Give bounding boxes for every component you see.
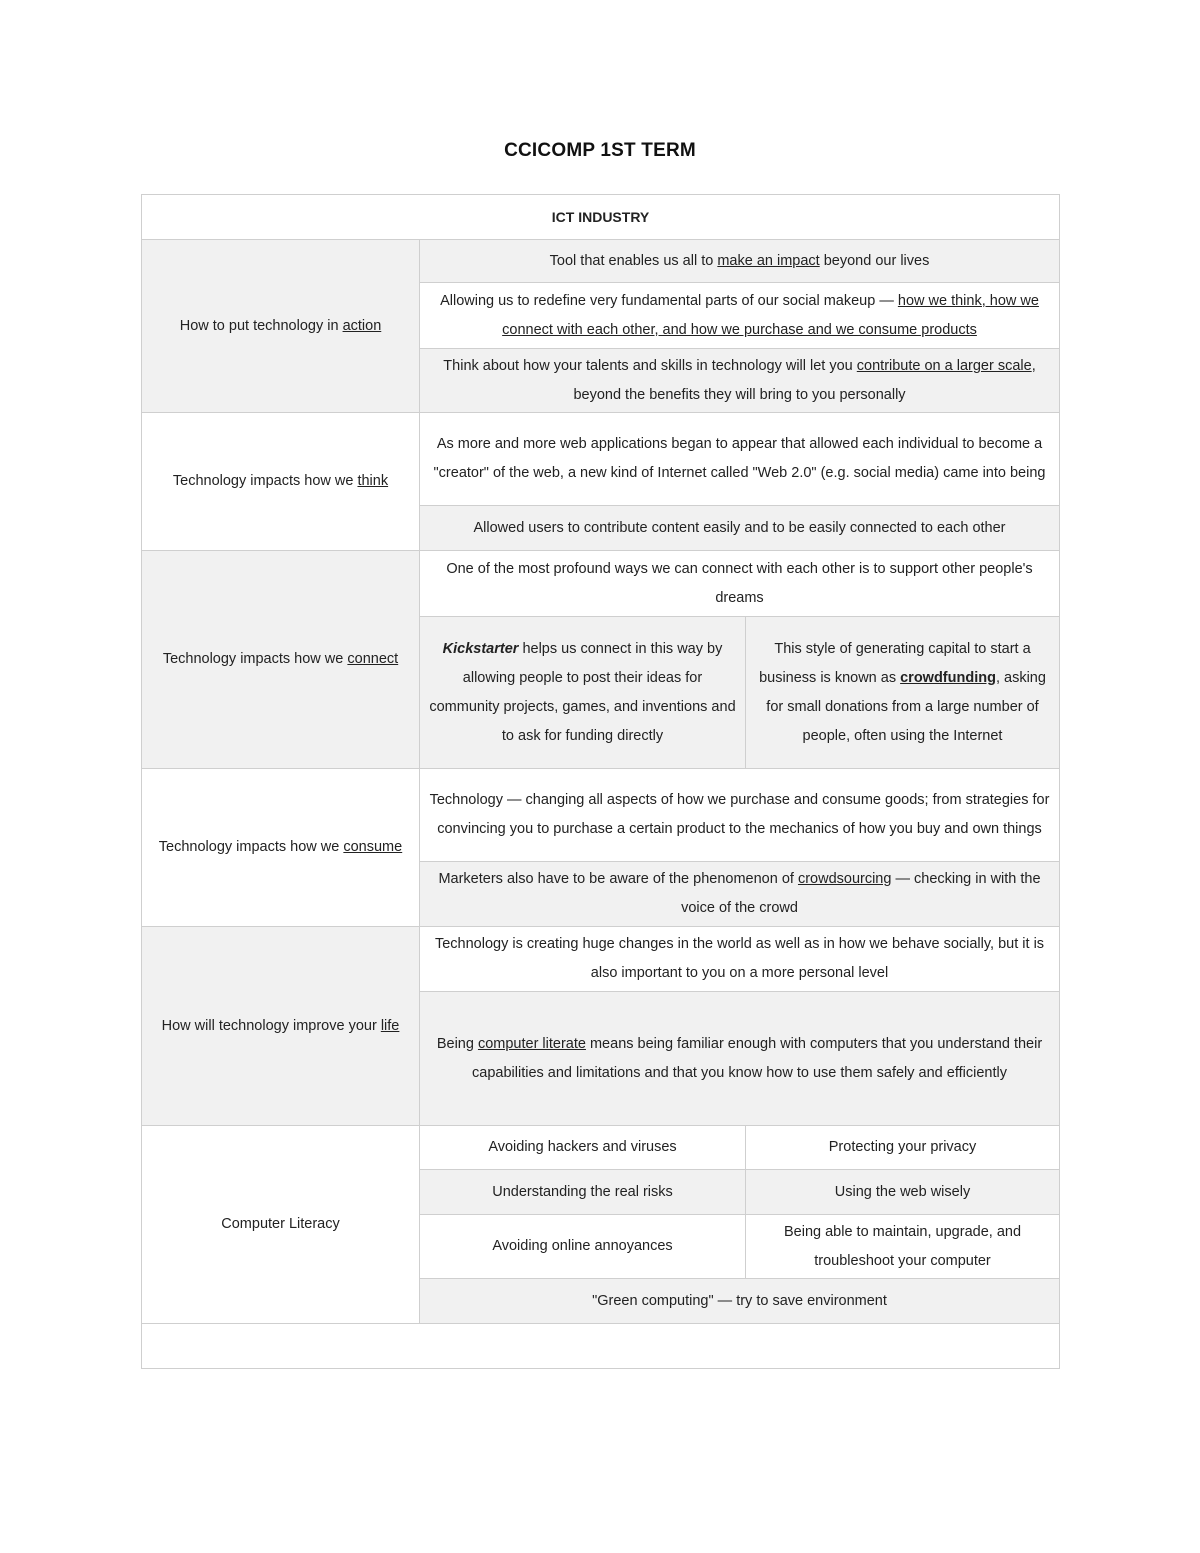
row-label-consume — [142, 769, 420, 927]
life-cell-1: Technology is creating huge changes in the world as well as in how we behave socially, but it is also important to you on a more personal level — [420, 927, 1060, 992]
literacy-item: Protecting your privacy — [746, 1126, 1060, 1170]
literacy-item: Being able to maintain, upgrade, and troubleshoot your computer — [746, 1215, 1060, 1279]
text: — checking in with the voice of the crowd — [681, 871, 1041, 916]
literacy-item: Understanding the real risks — [420, 1170, 746, 1215]
think-cell-2: Allowed users to contribute content easily and to be easily connected to each other — [420, 506, 1060, 551]
literacy-item: Avoiding hackers and viruses — [420, 1126, 746, 1170]
text: beyond our lives — [819, 252, 930, 269]
page-title: CCICOMP 1ST TERM — [504, 140, 696, 161]
label-prefix: Technology impacts how we — [158, 839, 344, 855]
think-cell-1: As more and more web applications began to appear that allowed each individual to become a "creator" of the web, a new kind of Internet called "Web 2.0" (e.g. social media) came into being — [420, 413, 1060, 506]
row-label-think — [142, 413, 420, 551]
connect-cell-crowdfunding — [746, 617, 1060, 769]
text: means being familiar enough with computers that you understand their capabilities and limitations and that you know how to use them safely and efficiently — [472, 1035, 1043, 1081]
row-label-action — [142, 240, 420, 413]
underlined-text: contribute on a larger scale — [856, 357, 1032, 374]
underlined-text: computer literate — [477, 1035, 586, 1052]
bold-italic-text: Kickstarter — [442, 640, 519, 657]
underlined-text: make an impact — [717, 252, 820, 269]
label-prefix: Technology impacts how we — [162, 651, 348, 667]
label-prefix: Technology impacts how we — [172, 473, 358, 489]
row-label-connect — [142, 551, 420, 769]
connect-cell-kickstarter — [420, 617, 746, 769]
text: , beyond the benefits they will bring to you personally — [573, 357, 1036, 403]
life-cell-2 — [420, 992, 1060, 1126]
label-keyword: life — [380, 1017, 400, 1034]
text: This style of generating capital to start a business is known as — [759, 640, 1031, 686]
text: Tool that enables us all to — [549, 252, 718, 269]
underlined-text: crowdsourcing — [797, 871, 892, 887]
empty-row — [142, 1324, 1060, 1369]
literacy-item: Using the web wisely — [746, 1170, 1060, 1215]
text: Being — [436, 1035, 478, 1052]
literacy-green-computing: "Green computing" — try to save environment — [420, 1279, 1060, 1324]
text: Marketers also have to be aware of the phenomenon of — [438, 871, 798, 887]
label-keyword: consume — [343, 839, 403, 855]
text: Allowing us to redefine very fundamental parts of our social makeup — — [440, 292, 898, 309]
action-cell-3 — [420, 349, 1060, 413]
literacy-item: Avoiding online annoyances — [420, 1215, 746, 1279]
underlined-text: crowdfunding — [900, 669, 996, 686]
text: Think about how your talents and skills in technology will let you — [443, 357, 857, 374]
table-header: ICT INDUSTRY — [142, 195, 1060, 240]
label-keyword: think — [357, 473, 389, 489]
ict-industry-table — [141, 194, 1060, 1369]
label-prefix: How will technology improve your — [161, 1017, 381, 1034]
connect-cell-1: One of the most profound ways we can connect with each other is to support other people's dreams — [420, 551, 1060, 617]
underlined-text: how we think, how we connect with each other, and how we purchase and we consume products — [502, 292, 1039, 338]
text: helps us connect in this way by allowing people to post their ideas for community projects, games, and inventions and to ask for funding directly — [429, 640, 736, 744]
label-keyword: action — [342, 317, 382, 334]
label-keyword: connect — [347, 651, 399, 667]
text: , asking for small donations from a large number of people, often using the Internet — [766, 669, 1046, 744]
row-label-computer-literacy: Computer Literacy — [142, 1126, 420, 1324]
action-cell-1 — [420, 240, 1060, 283]
action-cell-2 — [420, 283, 1060, 349]
consume-cell-2 — [420, 862, 1060, 927]
consume-cell-1: Technology — changing all aspects of how we purchase and consume goods; from strategies for convincing you to purchase a certain product to the mechanics of how you buy and own things — [420, 769, 1060, 862]
row-label-life — [142, 927, 420, 1126]
label-prefix: How to put technology in — [179, 317, 343, 334]
